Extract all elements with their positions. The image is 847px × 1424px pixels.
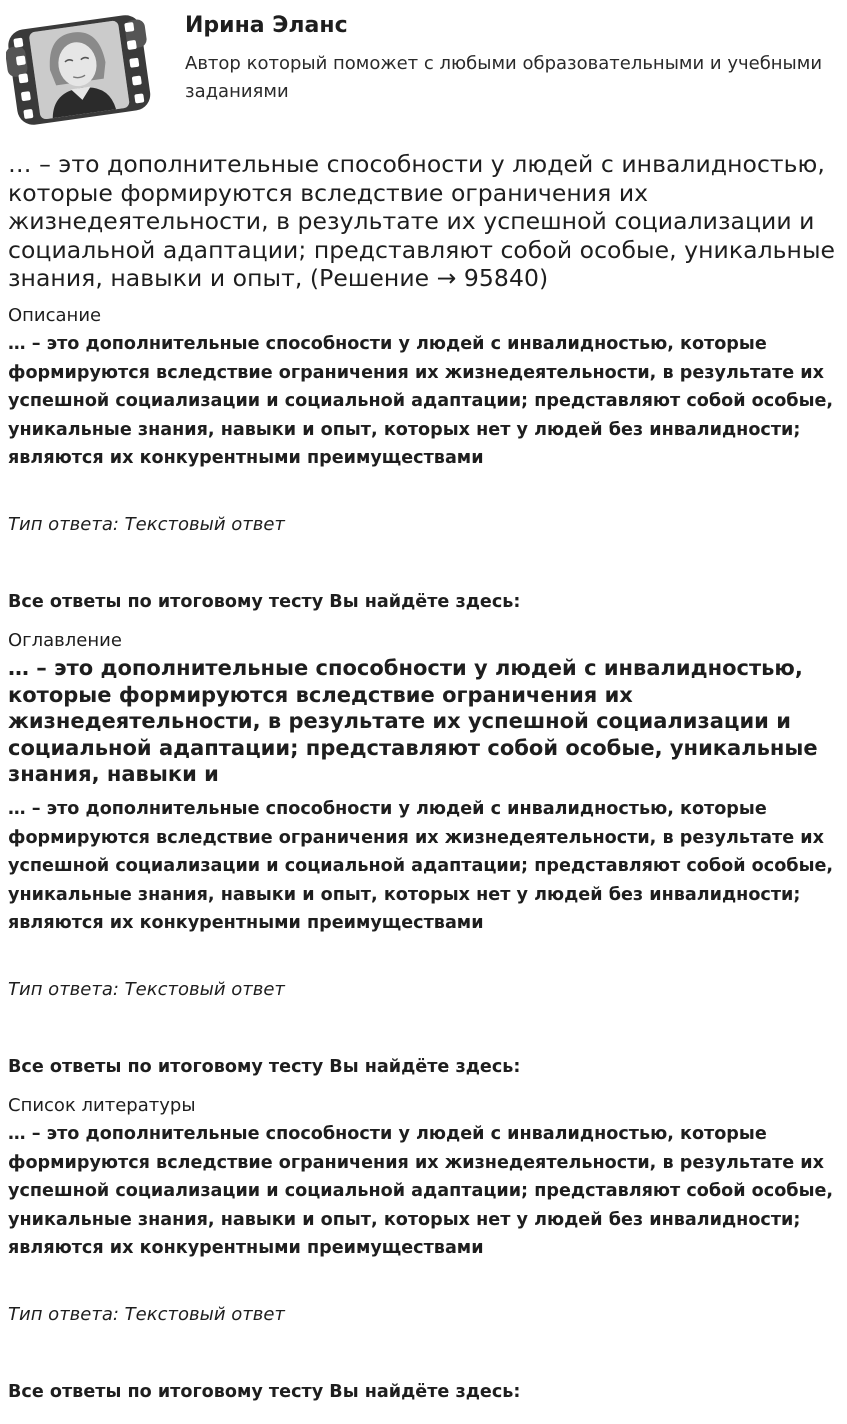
all-answers-link-text: Все ответы по итоговому тесту Вы найдёте здесь: [8, 592, 521, 612]
answer-type: Тип ответа: Текстовый ответ [8, 979, 285, 1000]
all-answers-link-text: Все ответы по итоговому тесту Вы найдёте здесь: [8, 1057, 521, 1077]
page-title: … – это дополнительные способности у людей с инвалидностью, которые формируются вследствие ограничения их жизнедеятельности, в результате их успешной социализации и социальной адаптации; представляют собой особые, уникальные знания, навыки и опыт, (Решение → 95840) [8, 150, 836, 292]
toc-heading: … – это дополнительные способности у людей с инвалидностью, которые формируются вследствие ограничения их жизнедеятельности, в результате их успешной социализации и социальной адаптации; представляют собой особые, уникальные знания, навыки и [8, 656, 818, 786]
answer-type: Тип ответа: Текстовый ответ [8, 514, 285, 535]
question-text: … – это дополнительные способности у людей с инвалидностью, которые формируются вследствие ограничения их жизнедеятельности, в результате их успешной социализации и социальной адаптации; представляют собой особые, уникальные знания, навыки и опыт, которых нет у людей без инвалидности; являются их конкурентными преимуществами [8, 799, 834, 934]
section-label-literature: Список литературы [8, 1095, 196, 1116]
author-description: Автор который поможет с любыми образовательными и учебными заданиями [185, 53, 823, 102]
author-name: Ирина Эланс [185, 13, 348, 38]
section-label-description: Описание [8, 305, 102, 326]
author-card [0, 0, 847, 140]
author-avatar [6, 8, 152, 128]
question-text: … – это дополнительные способности у людей с инвалидностью, которые формируются вследствие ограничения их жизнедеятельности, в результате их успешной социализации и социальной адаптации; представляют собой особые, уникальные знания, навыки и опыт, которых нет у людей без инвалидности; являются их конкурентными преимуществами [8, 1124, 834, 1259]
all-answers-link-text: Все ответы по итоговому тесту Вы найдёте здесь: [8, 1382, 521, 1402]
section-label-toc: Оглавление [8, 630, 122, 651]
answer-type: Тип ответа: Текстовый ответ [8, 1304, 285, 1325]
question-text: … – это дополнительные способности у людей с инвалидностью, которые формируются вследствие ограничения их жизнедеятельности, в результате их успешной социализации и социальной адаптации; представляют собой особые, уникальные знания, навыки и опыт, которых нет у людей без инвалидности; являются их конкурентными преимуществами [8, 334, 834, 469]
